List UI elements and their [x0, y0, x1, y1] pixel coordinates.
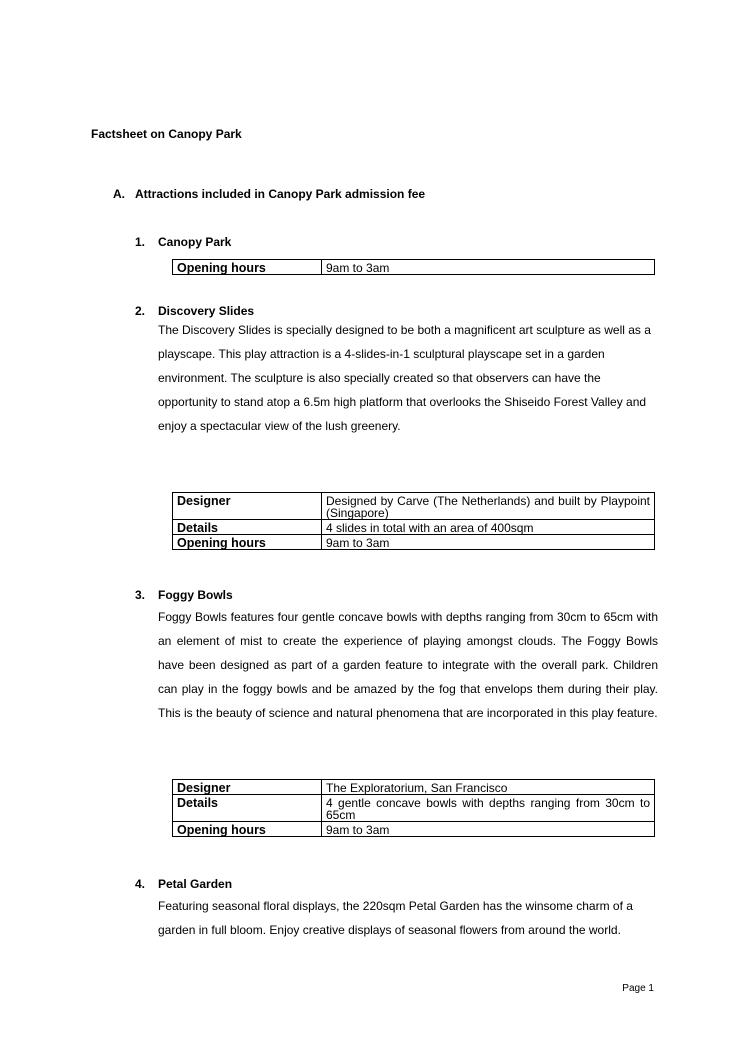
- table-row: [173, 493, 655, 520]
- item-number: 4.: [135, 877, 146, 891]
- item-number: 1.: [135, 235, 146, 249]
- table-row: [173, 520, 655, 535]
- table-value: 9am to 3am: [322, 260, 655, 275]
- table-row: [173, 795, 655, 822]
- foggy-bowls-description: Foggy Bowls features four gentle concave bowls with depths ranging from 30cm to 65cm with an element of mist to create the experience of playing amongst clouds. The Foggy Bowls have been designed as part of a garden feature to integrate with the overall park. Children can play in the foggy bowls and be amazed by the fog that envelops them during their play. This is the beauty of science and natural phenomena that are incorporated in this play feature.: [158, 610, 658, 720]
- table-row: [173, 260, 655, 275]
- document-title: Factsheet on Canopy Park: [91, 127, 242, 141]
- table-value: 9am to 3am: [322, 822, 655, 837]
- petal-garden-description: Featuring seasonal floral displays, the 220sqm Petal Garden has the winsome charm of a garden in full bloom. Enjoy creative displays of seasonal flowers from around the world.: [158, 899, 633, 937]
- table-row: [173, 535, 655, 550]
- table-key: Opening hours: [173, 535, 322, 550]
- canopy-park-facts-table: [172, 259, 655, 275]
- table-key: Designer: [173, 493, 322, 520]
- section-title: Attractions included in Canopy Park admission fee: [135, 187, 426, 201]
- table-key: Opening hours: [173, 822, 322, 837]
- item-heading-discovery-slides: [135, 304, 254, 318]
- section-heading: [113, 187, 425, 201]
- table-key: Details: [173, 520, 322, 535]
- table-value: 4 slides in total with an area of 400sqm: [322, 520, 655, 535]
- table-row: [173, 780, 655, 795]
- discovery-slides-facts-table: [172, 492, 655, 550]
- page-number: Page 1: [622, 983, 654, 994]
- foggy-bowls-facts-table: [172, 779, 655, 837]
- item-number: 3.: [135, 588, 146, 602]
- item-title: Canopy Park: [158, 235, 232, 249]
- table-value: 9am to 3am: [322, 535, 655, 550]
- table-key: Designer: [173, 780, 322, 795]
- table-value: Designed by Carve (The Netherlands) and built by Playpoint (Singapore): [322, 493, 655, 520]
- section-letter: A.: [113, 187, 125, 201]
- table-key: Opening hours: [173, 260, 322, 275]
- item-number: 2.: [135, 304, 146, 318]
- item-title: Foggy Bowls: [158, 588, 233, 602]
- item-heading-canopy-park: [135, 235, 231, 249]
- discovery-slides-description: The Discovery Slides is specially designed to be both a magnificent art sculpture as well as a playscape. This play attraction is a 4-slides-in-1 sculptural playscape set in a garden environment. The sculpture is also specially created so that observers can have the opportunity to stand atop a 6.5m high platform that overlooks the Shiseido Forest Valley and enjoy a spectacular view of the lush greenery.: [158, 323, 651, 433]
- table-value: The Exploratorium, San Francisco: [322, 780, 655, 795]
- item-heading-foggy-bowls: [135, 588, 233, 602]
- table-key: Details: [173, 795, 322, 822]
- item-title: Discovery Slides: [158, 304, 255, 318]
- item-title: Petal Garden: [158, 877, 233, 891]
- table-row: [173, 822, 655, 837]
- item-heading-petal-garden: [135, 877, 232, 891]
- table-value: 4 gentle concave bowls with depths ranging from 30cm to 65cm: [322, 795, 655, 822]
